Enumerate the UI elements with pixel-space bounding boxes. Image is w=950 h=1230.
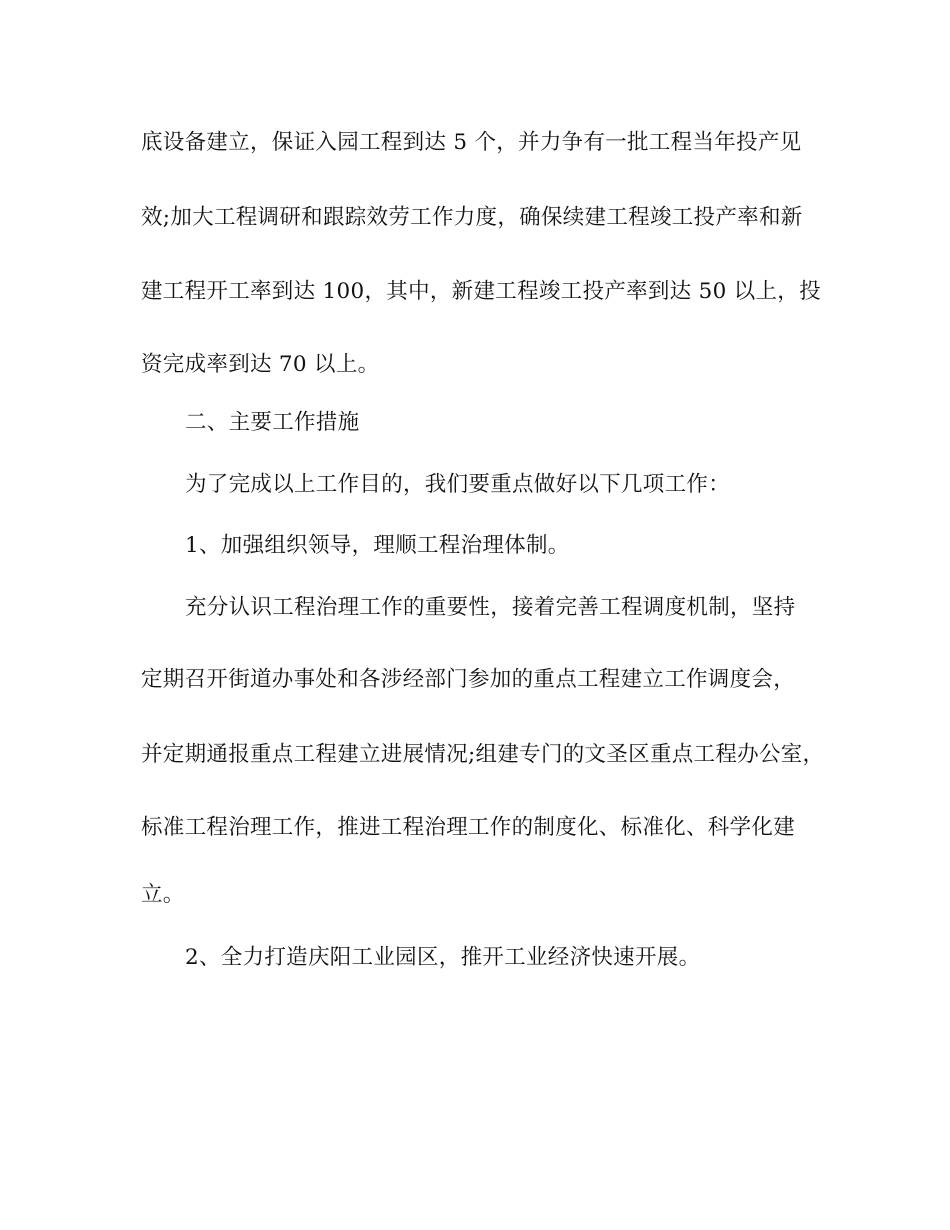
body-text-line-3: 建工程开工率到达 100，其中，新建工程竣工投产率到达 50 以上，投 — [141, 279, 821, 304]
body-text-line-4: 资完成率到达 70 以上。 — [141, 352, 380, 377]
body-text-line-11: 标准工程治理工作，推进工程治理工作的制度化、标准化、科学化建 — [141, 815, 796, 840]
body-text-line-2: 效;加大工程调研和跟踪效劳工作力度，确保续建工程竣工投产率和新 — [141, 205, 803, 230]
body-text-line-12: 立。 — [141, 882, 185, 907]
body-text-line-1: 底设备建立，保证入园工程到达 5 个，并力争有一批工程当年投产见 — [141, 130, 802, 155]
section-heading-main-measures: 二、主要工作措施 — [185, 410, 360, 435]
body-text-line-6: 为了完成以上工作目的，我们要重点做好以下几项工作： — [185, 472, 731, 497]
subheading-item-2: 2、全力打造庆阳工业园区，推开工业经济快速开展。 — [185, 945, 701, 970]
body-text-line-9: 定期召开街道办事处和各涉经部门参加的重点工程建立工作调度会， — [141, 667, 796, 692]
body-text-line-10: 并定期通报重点工程建立进展情况;组建专门的文圣区重点工程办公室， — [141, 742, 825, 767]
subheading-item-1: 1、加强组织领导，理顺工程治理体制。 — [185, 533, 570, 558]
body-text-line-8: 充分认识工程治理工作的重要性，接着完善工程调度机制，坚持 — [185, 595, 796, 620]
